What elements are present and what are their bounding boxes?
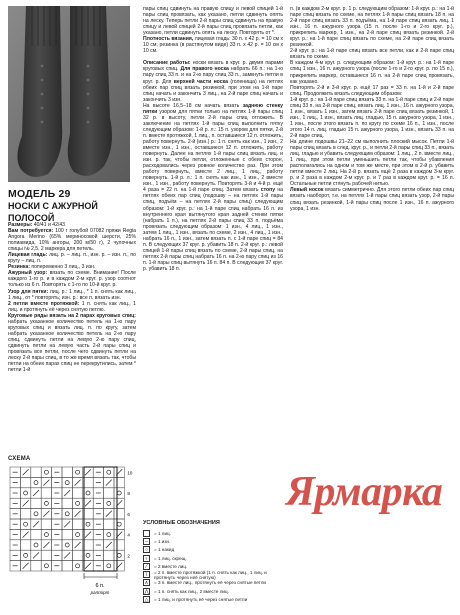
left-text-column	[8, 222, 136, 373]
yarn-over-mark	[107, 564, 111, 568]
sizes-value: 40/41 и 42/43	[33, 222, 65, 228]
yarn-over-mark	[44, 470, 48, 474]
heel-wall-label: заднюю стенку пятки	[143, 102, 283, 115]
k2tog-mark	[64, 490, 70, 496]
scheme-cell	[20, 509, 30, 519]
right-p6: На длине подошвы 21–22 см выполнить плоский мысок. Петли 1-й пары спиц вязать в след. круг. р., и петли 2-й пары спиц 33 п., вязать лиц. гладью и убавить следующим образом: 1 лиц., 2 п. вместе лиц., 1 лиц., при этом петли уменьшить петли так, чтобы убавления располагались на одном и том же месте, при этом в 2-й р. убавить петли вместе 2 лиц. На 2-й р. вязать ещё 2 раза в каждом 3-м круг. р. и 2 раза в каждом 2-м круг. р. и 7 раз в каждом круг. р. = 16 п. Остальные петли стянуть рабочей нитью.	[290, 139, 454, 188]
knitting-scheme	[8, 456, 136, 606]
scheme-cell	[41, 488, 51, 498]
scheme-cell	[41, 519, 51, 529]
foot-value: на петлях обеих пар спиц (подошву – на петлях 1-й пары спиц, подъём – на петлях 2-й пары спиц) следующим образом:	[143, 187, 283, 212]
k2tog-mark	[33, 552, 39, 558]
openwork-value: вязать по схеме. Внимание! После каждого 1-го р. и в каждом 2-м круг. р. узор соотнот только из 6 п. Повторять с 1-го по 10-й круг. р.	[8, 270, 137, 289]
right-sock-value: набрать 66 п.: на 1-ю пару спиц 33 п. и на 2-ю пару спиц 33 п., замкнуть петли в круг. р. Для	[143, 66, 283, 85]
face-label: Лицевая гладь:	[8, 252, 48, 259]
rapport-label: раппорт	[90, 590, 110, 595]
mid-r2: 2-й круг. р.: левой спицей 1-й пары спиц вязать по схеме, 2-й пары спиц, на петлях 2-й пары спиц набрать 16 п. на 2-ю пару спиц из 16 п. 1-й пары спиц вытянуть 16 п. 84 п. В следующих 37 круг. р. убавить 18 п.	[143, 241, 283, 272]
k2tog-mark	[33, 521, 39, 527]
legend-item: △ = 1 лиц. и протянуть её через снятые петли	[144, 597, 248, 604]
yarn-over-mark	[24, 553, 28, 557]
yarn-over-mark	[117, 553, 121, 557]
k2tog-mark	[75, 511, 81, 517]
k2tog-mark	[43, 542, 49, 548]
scheme-cell	[114, 488, 124, 498]
scheme-cell	[72, 529, 82, 539]
sock-photo-image	[8, 6, 130, 182]
needs-value: 100 г голубой 07082 пряжи Regia Angora Merino (65% мериносовой шерсти, 25% полиамида, 10% ангоры, 200 м/50 г), 2 чулочных спицы № 2,5, 2 маркера для петель.	[8, 228, 137, 253]
mid-r1: 1-й круг. р.: на 1-й паре спиц набрать 16 п. из внутреннего края вытянутого края задней стенки пятки (набрать 1 п.), на петлях 2-й пары спиц 33 п. подъёма провязать следующим образом: 1 изн., 4 лиц., 1 изн., затем 1 лиц., 1 изн., вязать по схеме, 2 изн., 4 лиц., 1 изн., набрать 16 п., 1 изн., затем вязать п. с 1-й паре спиц = 84 п. В следующих 37 круг. р. убавить 18 п.	[143, 205, 283, 248]
legend-item: ♀ = 1 лиц. скрещ.	[144, 555, 187, 562]
desc-label: Описание работы:	[143, 60, 191, 67]
top-value: (голенища) на петлях обеих пар спиц вязать резинкой, при этом на 1-й паре спиц начать и закончить 3 лиц., на 2-й паре спиц начать и закончить 3 изн.	[143, 78, 284, 103]
k2tog-mark	[64, 552, 70, 558]
k2tog-mark	[85, 469, 91, 475]
k2tog-mark	[75, 542, 81, 548]
scheme-cell	[20, 519, 30, 529]
legend-item: ⁄ = 2 вместе лиц.	[143, 562, 288, 570]
scheme-cell	[62, 477, 72, 487]
pass-over-symbol-icon: △	[144, 597, 149, 604]
circular-label: Круговые ряды вязать на 2 парах круговых спиц:	[8, 312, 136, 319]
mid-p2: На высоте 16,5–18 см начать вязать	[143, 102, 240, 109]
yarn-over-mark	[86, 553, 90, 557]
scheme-grid	[8, 465, 136, 605]
legend-item: ⋀ = 1 п. снять как лиц., 2 вместе лиц.	[144, 588, 229, 595]
model-number: МОДЕЛЬ 29	[8, 188, 71, 200]
heel-label: Узор для пятки:	[8, 288, 49, 295]
yarn-over-mark	[117, 522, 121, 526]
right-p1: п. (в каждом 2-м круг. р. 1 р. следующим образом: 1-й круг. р.: на 1-й паре спиц вязать по схеме, на петлях 1-й пары спиц вязать 18 п. на 2-й паре спиц вязать 33 п. подъёма, на 1-й паре спиц вязать лиц. 1 изн., 16 п. ажурного узора (15 п. после 1-го и 2-го круг. р.), прикрепить маркер, 1 изн., на 2-й паре спиц вязать резинкой. 2-й круг. р.: на 1-й паре спиц вязать по схеме, на 2-й паре спиц вязать резинкой.	[290, 6, 454, 49]
scheme-cell	[72, 498, 82, 508]
left-sock-label: Левый носок	[290, 187, 324, 194]
scheme-cell	[31, 529, 41, 539]
heel-value: лиц. р.: 1 лиц., * 1 п. снять как лиц., 1 лиц., от * повторять; изн. р.: все п. вязать изн.	[8, 288, 136, 301]
k2tog-mark	[23, 532, 29, 538]
scheme-cell	[104, 529, 114, 539]
yarn-over-mark	[34, 543, 38, 547]
scheme-cell	[104, 467, 114, 477]
heel-wall-paragraph	[143, 103, 283, 272]
scheme-cell	[31, 467, 41, 477]
model-name-line2: ПОЛОСОЙ	[8, 212, 55, 223]
sk2p-symbol-icon: ⋀	[144, 588, 149, 595]
yarn-over-mark	[65, 543, 69, 547]
scheme-cell	[62, 540, 72, 550]
yarn-over-mark	[34, 481, 38, 485]
yarn-over-mark	[24, 522, 28, 526]
mid-row2: 2-й (изн.) р.: 1 п. снять как изн., 1 изн., 2 вместе изн., 1 изн., оставшиеся 12 п. отложить, работу повернуть. Далее на петлях 1-й пары спиц вязать лиц. и изн. р. так, чтобы петли, отложенные с обеих сторон, расходовались через ровное количество раз. При этом работу повернуть, вместе 2 лиц., 1 лиц., работу повернуть. 1-й р. л.: 1 п. снять как изн., 1 изн., 2 вместе изн., 1 изн., работу повернуть. Повторять 3-й и 4-й р. ещё 4 раза = 22 п. на 1-й паре спиц. Затем вязать	[143, 138, 283, 194]
k2tog-mark	[106, 480, 112, 486]
yarn-over-mark	[65, 481, 69, 485]
scheme-cell	[72, 519, 82, 529]
k2tog-label: 2 петли вместе протяжкой:	[8, 300, 80, 307]
scheme-cell	[62, 509, 72, 519]
right-p3: В каждом 4-м круг. р. следующим образом: 1-й круг. р.: на 1-й паре спиц 1 изн., 16 п. ажурного узора (после 1-го и 2-го круг. р. по 15 п.), прикрепить маркер, оставшиеся 16 п. на 2-й паре спиц провязать, как указано.	[290, 60, 454, 85]
k2tog-paragraph	[8, 301, 136, 313]
scheme-cell	[104, 498, 114, 508]
k2tog-mark	[85, 500, 91, 506]
yarn-over-mark	[76, 501, 80, 505]
right-sock-label: Для правого носка	[180, 66, 229, 73]
rapport-number: 6 п.	[95, 583, 105, 589]
k2tog-symbol-icon: ⁄	[143, 563, 150, 570]
scheme-cell	[114, 550, 124, 560]
scheme-row-number: 2	[127, 553, 130, 559]
scheme-cell	[31, 561, 41, 571]
yarn-over-mark	[107, 470, 111, 474]
k2tog-mark	[75, 480, 81, 486]
scheme-cell	[114, 509, 124, 519]
yarn-over-symbol-icon: ○	[144, 547, 149, 554]
k2tog-value: 1 п. снять как лиц., 1 лиц. и протянуть её через снятую петлю.	[8, 300, 136, 313]
legend-title: УСЛОВНЫЕ ОБОЗНАЧЕНИЯ	[143, 520, 220, 526]
ssk-symbol-icon: \	[143, 571, 150, 578]
needs-paragraph	[8, 228, 136, 252]
yarn-over-mark	[107, 501, 111, 505]
scheme-cell	[31, 498, 41, 508]
scheme-cell	[20, 477, 30, 487]
density-value: лицевая гладь: 30 п. x 42 р. = 10 см x 10 см; резинка (в растянутом виде) 33 п. x 42 р. = 10 см x 10 см.	[143, 36, 284, 55]
circular-value: набрать указанное количество петель на 1-ю пару круговых спиц и вязать лиц. п. по кругу, затем набрать указанное количество петель на 2-ю пару спиц, сдвинуть петли на левую 2-ю пару спиц, сдвинуть петли на левую часть 2-й пары спиц и провязать все петли, после чего сдвинуть петли на леску 2-й пары спиц, в то же время вязать так, чтобы петли на обеих парах спиц не перекрутились, затем * петли 1-й	[8, 318, 136, 374]
middle-text-column	[143, 6, 283, 272]
needs-label: Вам потребуется:	[8, 228, 54, 235]
scheme-cell	[72, 561, 82, 571]
k2tog-mark	[23, 563, 29, 569]
legend-item: ○ = 1 накид	[144, 547, 175, 554]
scheme-cell	[41, 498, 51, 508]
k2tog-mark	[85, 563, 91, 569]
yarn-over-mark	[117, 491, 121, 495]
mid-row1: 1-й р. л.: 15 п. узором для пятки, 2-й п. вместе протяжкой, 1 лиц., п. оставшиеся 12 п. отложить, работу повернуть.	[143, 126, 284, 145]
left-sock-paragraph	[290, 187, 454, 211]
scheme-cell	[114, 477, 124, 487]
knit-symbol-icon	[143, 530, 150, 537]
legend-item: = 1 лиц.	[143, 529, 288, 537]
scheme-cell	[41, 561, 51, 571]
scheme-cell	[72, 467, 82, 477]
yarn-over-mark	[76, 564, 80, 568]
scheme-cell	[104, 519, 114, 529]
scheme-row-number: 4	[127, 532, 130, 538]
yarn-over-mark	[44, 533, 48, 537]
model-title	[8, 188, 136, 223]
k2tog-mark	[43, 511, 49, 517]
yarn-over-mark	[24, 491, 28, 495]
scheme-cell	[31, 509, 41, 519]
mid-p1: пары спиц сдвинуть на правую спицу и левой спицей 1-й пары спиц провязать, как указано, петли сдвинуть опять на леску. Теперь петли 2-й пары спиц сдвинуть на правую спицу и левой спицей 2-й пары спиц провязать петли, как указано, петли сдвинуть опять на леску. Повторять от *.	[143, 6, 283, 37]
scheme-row-number: 6	[127, 511, 130, 517]
scheme-cell	[72, 488, 82, 498]
k3tog-symbol-icon: ∧	[144, 580, 149, 587]
legend-item: ∧ = 3 п. вместе лиц., протянуть её через снятые петли	[144, 580, 266, 587]
rib-value: попеременно 3 лиц., 3 изн.	[31, 264, 96, 271]
right-p5: 1-й круг. р.: на 1-й паре спиц вязать 33 п. на 1-й паре спиц и 2-й паре спиц 33 п. на 2-й паре спиц, вязать лиц. 1 изн., 16 п. ажурного узора, 1 изн., вязать 1 изн., затем вязать 2-й паре спиц вязать резинкой, 1 изн., 1 лиц., 1 изн., вязать лиц. гладью, 15 п. ажурного узора, 1 изн., 1 изн., после этого вязать п. по кругу по схеме 16 п., 1 изн., после этого 14 п. лиц. гладью 15 п. ажурного узора, 1 изн., вязать 33 п. на 2-й паре спиц.	[290, 96, 454, 139]
yarn-over-mark	[107, 533, 111, 537]
heel-wall-value: узором для пятки только на петлях 1-й пары спиц 32 р. в высоту, петли 2-й пары спиц отложить. В заключение на петлях 1-й пары спиц выполнить пятку следующим образом:	[143, 108, 284, 133]
scheme-cell	[104, 550, 114, 560]
face-paragraph	[8, 252, 136, 264]
legend	[143, 520, 288, 604]
circular-paragraph	[8, 313, 136, 373]
scheme-cell	[31, 540, 41, 550]
desc-paragraph	[143, 60, 283, 102]
scheme-cell	[62, 498, 72, 508]
k2tog-mark	[23, 500, 29, 506]
right-text-column	[290, 6, 454, 212]
rib-label: Резинка:	[8, 264, 30, 271]
scheme-cell	[62, 467, 72, 477]
scheme-cell	[104, 488, 114, 498]
scheme-cell	[114, 540, 124, 550]
right-p4: Повторять 2-й и 3-й круг. р. ещё 17 раз = 33 п. на 1-й и 2-й паре спиц. Продолжить вязать следующим образом:	[290, 84, 454, 97]
twisted-knit-symbol-icon: ♀	[144, 555, 149, 562]
right-p2: 2-й круг. р.: на 1-й паре спиц вязать все петли, как и 2-й паре спиц вязать по схеме.	[290, 48, 454, 61]
heel-paragraph	[8, 289, 136, 301]
k2tog-mark	[106, 542, 112, 548]
scheme-cell	[31, 477, 41, 487]
density-label: Плотность вязания,	[143, 36, 194, 43]
yarn-over-mark	[86, 522, 90, 526]
face-value: лиц. р. – лиц. п., изн. р. – изн. п., по кругу – лиц. п.	[8, 252, 136, 265]
yarn-over-mark	[44, 564, 48, 568]
k2tog-mark	[106, 511, 112, 517]
scheme-cell	[62, 561, 72, 571]
k2tog-mark	[43, 480, 49, 486]
openwork-label: Ажурный узор:	[8, 270, 48, 277]
yarn-over-mark	[76, 470, 80, 474]
yarn-over-mark	[65, 512, 69, 516]
legend-item: \ = 2 п. вместе протяжкой (1 п. снять как лиц., 1 лиц. и протянуть через неё снятую)	[143, 570, 288, 578]
scheme-cell	[114, 519, 124, 529]
scheme-cell	[62, 529, 72, 539]
scheme-row-number: 8	[127, 491, 130, 497]
scheme-cell	[104, 561, 114, 571]
scheme-cell	[41, 529, 51, 539]
yarn-over-mark	[86, 491, 90, 495]
k2tog-mark	[33, 490, 39, 496]
k2tog-mark	[23, 469, 29, 475]
sock-photo	[8, 6, 130, 182]
density-paragraph	[143, 36, 283, 54]
scheme-cell	[20, 540, 30, 550]
model-name-line1: НОСКИ С АЖУРНОЙ	[8, 201, 98, 211]
scheme-cell	[20, 550, 30, 560]
foot-label: стопу	[260, 187, 276, 194]
scheme-row-number: 10	[127, 470, 133, 476]
k2tog-mark	[85, 532, 91, 538]
sizes-label: Размеры:	[8, 222, 33, 228]
scheme-cell	[41, 467, 51, 477]
scheme-cell	[72, 550, 82, 560]
openwork-paragraph	[8, 270, 136, 288]
scheme-title: СХЕМА	[8, 456, 31, 462]
desc-value: носки вязать в круг. р. двумя парами круговых спиц.	[143, 60, 283, 73]
left-sock-value: вязать симметрично. Для этого петли обеих пар спиц вязать наоборот, т.е. на петлях 1-й пары спиц вязать узор, 2-й пары спиц вязать резинкой, 1-й пары спиц после 1 изн., 16 п. ажурного узора, 1 изн.	[290, 187, 454, 212]
purl-symbol-icon: –	[143, 538, 150, 545]
yarn-over-mark	[44, 501, 48, 505]
scheme-cell	[20, 488, 30, 498]
k2tog-mark	[64, 521, 70, 527]
yarn-over-mark	[34, 512, 38, 516]
watermark-logo: Ярмарка	[286, 469, 443, 515]
yarn-over-mark	[76, 533, 80, 537]
top-label: верхней части носка	[173, 78, 228, 85]
scheme-cell	[41, 550, 51, 560]
legend-item: – = 1 изн.	[143, 537, 288, 545]
